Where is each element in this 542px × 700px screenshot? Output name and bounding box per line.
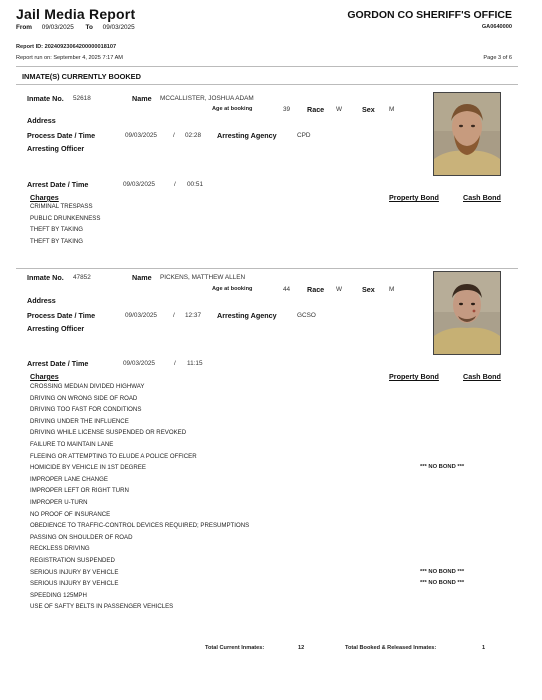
charge-item: THEFT BY TAKING [30, 237, 84, 245]
cash-bond-value [420, 404, 464, 416]
arrest-label: Arrest Date / Time [27, 359, 89, 368]
agency-label: Arresting Agency [217, 131, 277, 140]
charge-item: FAILURE TO MAINTAIN LANE [30, 440, 114, 448]
sex-label: Sex [362, 105, 375, 114]
arrest-time: 00:51 [187, 181, 203, 188]
charge-item: DRIVING WHILE LICENSE SUSPENDED OR REVOKED [30, 429, 187, 437]
charge-item: PUBLIC DRUNKENNESS [30, 214, 101, 222]
name-value: PICKENS, MATTHEW ALLEN [160, 274, 246, 281]
total-booked-released-value: 1 [482, 645, 486, 651]
section-divider [16, 84, 518, 85]
cash-bond-value: *** NO BOND *** [420, 464, 465, 471]
inmate-no-value: 47852 [73, 274, 91, 281]
charges-list [30, 381, 249, 613]
property-bond-header: Property Bond [389, 193, 439, 202]
total-current-label: Total Current Inmates: [205, 645, 265, 651]
agency-value: CPD [297, 132, 311, 139]
page-number: Page 3 of 6 [483, 55, 512, 61]
total-booked-released-label: Total Booked & Released Inmates: [345, 645, 437, 651]
address-label: Address [27, 116, 56, 125]
race-value: W [336, 106, 343, 113]
cash-bond-header: Cash Bond [463, 193, 501, 202]
agency-value: GCSO [297, 312, 316, 319]
charge-item: DRIVING ON WRONG SIDE OF ROAD [30, 394, 138, 402]
cash-bond-value [420, 416, 464, 428]
address-label: Address [27, 296, 56, 305]
cash-bond-value: *** NO BOND *** [420, 568, 465, 575]
mugshot-photo [433, 92, 501, 176]
property-bond-header: Property Bond [389, 372, 439, 381]
cash-bond-value [420, 485, 464, 497]
name-value: MCCALLISTER, JOSHUA ADAM [160, 95, 254, 102]
name-label: Name [132, 273, 152, 282]
sex-value: M [389, 286, 395, 293]
inmate-no-value: 52618 [73, 95, 91, 102]
name-label: Name [132, 94, 152, 103]
charge-item: SPEEDING 125MPH [30, 591, 87, 599]
cash-bond-value [420, 543, 464, 555]
arrest-time: 11:15 [187, 360, 203, 367]
total-current-value: 12 [298, 645, 305, 651]
cash-bond-value [420, 509, 464, 521]
charge-item: HOMICIDE BY VEHICLE IN 1ST DEGREE [30, 464, 146, 472]
process-date: 09/03/2025 [125, 132, 157, 139]
charge-item: IMPROPER U-TURN [30, 498, 88, 506]
charge-item: SERIOUS INJURY BY VEHICLE [30, 580, 119, 588]
cash-bond-column [420, 381, 464, 590]
cash-bond-value [420, 520, 464, 532]
age-value: 44 [283, 286, 291, 293]
mugshot-photo [433, 271, 501, 355]
cash-bond-value [420, 427, 464, 439]
race-label: Race [307, 105, 325, 114]
charge-item: OBEDIENCE TO TRAFFIC-CONTROL DEVICES REQUIRED; PRESUMPTIONS [30, 522, 250, 530]
race-label: Race [307, 285, 325, 294]
charge-item: PASSING ON SHOULDER OF ROAD [30, 533, 133, 541]
charge-item: CRIMINAL TRESPASS [30, 203, 93, 210]
charge-item: THEFT BY TAKING [30, 226, 84, 234]
agency-name: GORDON CO SHERIFF'S OFFICE [347, 9, 512, 21]
header-divider [16, 66, 518, 67]
agency-label: Arresting Agency [217, 311, 277, 320]
process-date: 09/03/2025 [125, 312, 157, 319]
cash-bond-value [420, 381, 464, 393]
section-title: INMATE(S) CURRENTLY BOOKED [22, 72, 141, 81]
report-id: Report ID: 20240923064200000018107 [16, 44, 117, 50]
report-title: Jail Media Report [16, 6, 136, 22]
cash-bond-value [420, 451, 464, 463]
charges-list [30, 201, 100, 247]
officer-label: Arresting Officer [27, 144, 85, 153]
charges-header: Charges [30, 372, 59, 381]
arrest-date: 09/03/2025 [123, 181, 155, 188]
age-label: Age at booking [212, 106, 253, 112]
sex-value: M [389, 106, 395, 113]
date-range [16, 24, 135, 31]
charge-item: RECKLESS DRIVING [30, 545, 90, 553]
agency-ori: GA0640000 [481, 24, 512, 30]
charge-item: DRIVING UNDER THE INFLUENCE [30, 417, 129, 425]
race-value: W [336, 286, 343, 293]
process-label: Process Date / Time [27, 311, 96, 320]
cash-bond-value [420, 532, 464, 544]
report-run-on: Report run on: September 4, 2025 7:17 AM [16, 55, 123, 61]
inmate-no-label: Inmate No. [27, 273, 64, 282]
cash-bond-value [420, 439, 464, 451]
to-date: 09/03/2025 [102, 24, 135, 31]
charge-item: IMPROPER LANE CHANGE [30, 475, 108, 483]
charge-item: REGISTRATION SUSPENDED [30, 556, 115, 564]
cash-bond-value [420, 474, 464, 486]
cash-bond-value [420, 497, 464, 509]
cash-bond-value [420, 393, 464, 405]
cash-bond-header: Cash Bond [463, 372, 501, 381]
charge-item: FLEEING OR ATTEMPTING TO ELUDE A POLICE OFFICER [30, 452, 197, 460]
age-value: 39 [283, 106, 291, 113]
process-label: Process Date / Time [27, 131, 96, 140]
process-time: 12:37 [185, 312, 201, 319]
charge-item: USE OF SAFTY BELTS IN PASSENGER VEHICLES [30, 603, 174, 611]
arrest-date: 09/03/2025 [123, 360, 155, 367]
charge-item: IMPROPER LEFT OR RIGHT TURN [30, 487, 129, 495]
officer-label: Arresting Officer [27, 324, 85, 333]
process-time: 02:28 [185, 132, 201, 139]
charge-item: SERIOUS INJURY BY VEHICLE [30, 568, 119, 576]
charge-item: CROSSING MEDIAN DIVIDED HIGHWAY [30, 383, 145, 390]
from-date: 09/03/2025 [41, 24, 74, 31]
charges-header: Charges [30, 193, 59, 202]
cash-bond-value: *** NO BOND *** [420, 580, 465, 587]
to-label: To [85, 24, 93, 31]
age-label: Age at booking [212, 286, 253, 292]
from-label: From [16, 24, 32, 31]
record-divider [16, 268, 518, 269]
sex-label: Sex [362, 285, 375, 294]
charge-item: NO PROOF OF INSURANCE [30, 510, 111, 518]
inmate-no-label: Inmate No. [27, 94, 64, 103]
cash-bond-value [420, 555, 464, 567]
arrest-label: Arrest Date / Time [27, 180, 89, 189]
charge-item: DRIVING TOO FAST FOR CONDITIONS [30, 406, 142, 414]
